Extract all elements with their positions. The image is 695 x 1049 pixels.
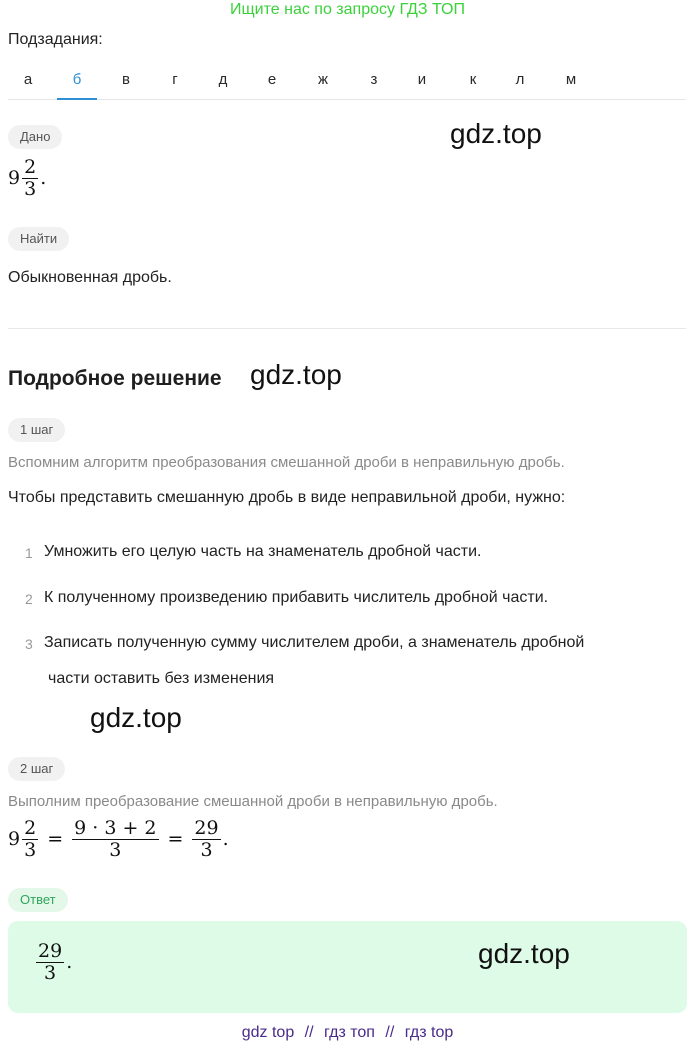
list-item: Умножить его целую часть на знаменатель дробной части.: [44, 543, 482, 560]
tab-zh[interactable]: ж: [317, 71, 329, 88]
tab-i[interactable]: и: [417, 71, 427, 88]
find-badge: Найти: [8, 227, 69, 251]
watermark: gdz.top: [90, 702, 182, 733]
subtask-tabs: [8, 62, 686, 100]
given-mixed-fraction: [8, 157, 46, 200]
result-numerator: 29: [194, 817, 219, 839]
tab-z[interactable]: з: [370, 71, 378, 88]
tab-v[interactable]: в: [122, 71, 130, 88]
tab-k[interactable]: к: [469, 71, 477, 88]
step1-badge: 1 шаг: [8, 418, 65, 442]
subtasks-title: Подзадания:: [8, 31, 103, 48]
step2-denominator: 3: [24, 838, 37, 861]
step2-period: .: [222, 828, 229, 851]
given-whole: 9: [8, 167, 21, 190]
watermark: gdz.top: [450, 118, 542, 149]
watermark: gdz.top: [250, 359, 342, 390]
list-item-number: 3: [25, 636, 33, 652]
step2-fraction: [22, 818, 38, 861]
tab-m[interactable]: м: [565, 71, 577, 88]
middle-denominator: 3: [72, 839, 158, 861]
given-numerator: 2: [24, 156, 37, 178]
answer-frac: [36, 941, 64, 984]
list-item-continuation: части оставить без изменения: [48, 670, 275, 687]
answer-box: [8, 921, 687, 1013]
footer-link[interactable]: gdz top: [241, 1024, 295, 1041]
footer-link[interactable]: гдз top: [404, 1024, 454, 1041]
step2-result-fraction: [192, 818, 220, 861]
section-divider: [8, 328, 686, 329]
tab-l[interactable]: л: [515, 71, 525, 88]
footer-links: [0, 1024, 695, 1042]
watermark: gdz.top: [478, 938, 570, 969]
given-badge: Дано: [8, 125, 62, 149]
step2-badge: 2 шаг: [8, 757, 65, 781]
tab-g[interactable]: г: [172, 71, 178, 88]
find-text: Обыкновенная дробь.: [8, 269, 172, 286]
answer-period: .: [66, 951, 73, 974]
equals-sign: =: [167, 828, 184, 851]
step2-middle-fraction: [72, 818, 158, 861]
step2-numerator: 2: [24, 817, 37, 839]
middle-numerator: 9 · 3 + 2: [74, 817, 157, 839]
footer-link[interactable]: гдз топ: [324, 1024, 375, 1041]
list-item: К полученному произведению прибавить числитель дробной части.: [44, 589, 549, 606]
solution-title: Подробное решение: [8, 367, 222, 390]
tab-d[interactable]: д: [218, 71, 228, 88]
given-fraction: [22, 157, 38, 200]
given-period: .: [40, 167, 47, 190]
step1-hint: Вспомним алгоритм преобразования смешанной дроби в неправильную дробь.: [8, 454, 565, 471]
tab-a[interactable]: а: [23, 71, 33, 88]
answer-fraction: [34, 941, 72, 984]
list-item-number: 1: [25, 545, 33, 561]
step1-intro: Чтобы представить смешанную дробь в виде неправильной дроби, нужно:: [8, 489, 566, 506]
footer-separator: //: [385, 1024, 395, 1041]
tab-b[interactable]: б: [57, 62, 97, 100]
footer-separator: //: [304, 1024, 314, 1041]
given-denominator: 3: [24, 177, 37, 200]
step2-whole: 9: [8, 828, 21, 851]
equals-sign: =: [47, 828, 64, 851]
step2-hint: Выполним преобразование смешанной дроби в неправильную дробь.: [8, 793, 498, 810]
step2-equation: [8, 818, 229, 861]
tab-e[interactable]: е: [267, 71, 277, 88]
list-item: Записать полученную сумму числителем дроби, а знаменатель дробной: [44, 634, 585, 651]
result-denominator: 3: [192, 839, 220, 861]
list-item-number: 2: [25, 591, 33, 607]
answer-badge: Ответ: [8, 888, 68, 912]
answer-denominator: 3: [36, 962, 64, 984]
answer-numerator: 29: [38, 940, 63, 962]
promo-banner: Ищите нас по запросу ГДЗ ТОП: [230, 1, 465, 18]
